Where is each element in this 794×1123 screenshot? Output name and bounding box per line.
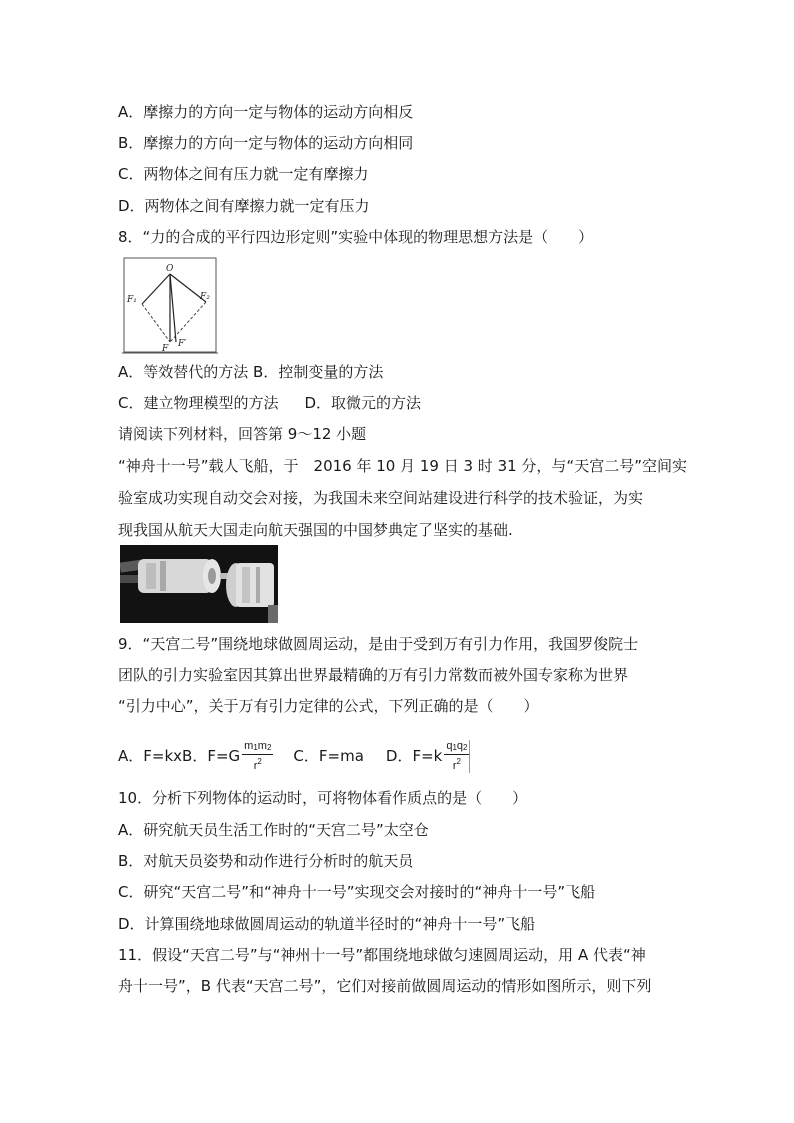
passage-line-1: “神舟十一号”载人飞船，于 2016 年 10 月 19 日 3 时 31 分，与“天宫二号”空间实	[118, 457, 687, 475]
q10-option-c: C．研究“天宫二号”和“神舟十一号”实现交会对接时的“神舟十一号”飞船	[118, 883, 596, 901]
fig-label-o: O	[166, 264, 174, 274]
q11-line-2: 舟十一号”，B 代表“天宫二号”，它们对接前做圆周运动的情形如图所示，则下列	[118, 977, 652, 995]
q8-options-row1: A．等效替代的方法 B．控制变量的方法	[118, 363, 384, 381]
force-parallelogram-figure	[120, 256, 218, 354]
q8-stem: 8．“力的合成的平行四边形定则”实验中体现的物理思想方法是（ ）	[118, 228, 594, 246]
q10-option-d: D．计算围绕地球做圆周运动的轨道半径时的“神舟十一号”飞船	[118, 915, 536, 933]
q7-option-b: B．摩擦力的方向一定与物体的运动方向相同	[118, 134, 414, 152]
q9-line-3: “引力中心”，关于万有引力定律的公式，下列正确的是（ ）	[118, 697, 539, 715]
q9-b-num-2: m	[257, 740, 267, 752]
q8-option-d: D．取微元的方法	[304, 394, 422, 412]
q10-option-b: B．对航天员姿势和动作进行分析时的航天员	[118, 852, 414, 870]
q9-line-2: 团队的引力实验室因其算出世界最精确的万有引力常数而被外国专家称为世界	[118, 666, 629, 684]
q7-option-c: C．两物体之间有压力就一定有摩擦力	[118, 165, 369, 183]
q9-option-d-prefix: D．F=k	[385, 747, 443, 765]
fig-label-f1: F₁	[127, 295, 137, 305]
q9-d-num-1: q	[446, 740, 453, 752]
q11-line-1: 11．假设“天宫二号”与“神州十一号”都围绕地球做匀速圆周运动，用 A 代表“神	[118, 946, 646, 964]
q9-option-a: A．F=kx	[118, 747, 183, 765]
q7-option-a: A．摩擦力的方向一定与物体的运动方向相反	[118, 103, 414, 121]
q7-option-d: D．两物体之间有摩擦力就一定有压力	[118, 197, 370, 215]
q9-option-b-fraction: $\frac{m1m2}{r^2}$	[244, 740, 272, 772]
q10-option-a: A．研究航天员生活工作时的“天宫二号”太空仓	[118, 821, 429, 839]
q9-line-1: 9．“天宫二号”围绕地球做圆周运动，是由于受到万有引力作用，我国罗俊院士	[118, 635, 639, 653]
q9-b-num-1: m	[244, 740, 254, 752]
q9-options-row	[118, 740, 472, 773]
q9-d-num-2: q	[456, 740, 464, 752]
spacecraft-docking-photo	[120, 545, 278, 623]
fig-label-f: F	[162, 344, 169, 354]
q9-option-b-prefix: B．F=G	[182, 747, 241, 765]
q9-option-c: C．F=ma	[293, 747, 364, 765]
q10-stem: 10．分析下列物体的运动时，可将物体看作质点的是（ ）	[118, 789, 528, 807]
q9-option-d-fraction: $\frac{q1q2}{r^2}$	[444, 740, 470, 773]
passage-line-3: 现我国从航天大国走向航天强国的中国梦典定了坚实的基础.	[118, 521, 513, 539]
fig-label-f2: F₂	[200, 292, 210, 302]
fig-label-fprime: F′	[178, 339, 187, 349]
q8-option-c: C．建立物理模型的方法	[118, 394, 279, 412]
q9-d-den: r	[452, 760, 457, 772]
q9-b-den: r	[253, 760, 258, 772]
passage-line-2: 验室成功实现自动交会对接，为我国未来空间站建设进行科学的技术验证，为实	[118, 489, 644, 507]
passage-intro: 请阅读下列材料，回答第 9～12 小题	[118, 425, 367, 443]
q8-options-row2	[118, 393, 421, 413]
